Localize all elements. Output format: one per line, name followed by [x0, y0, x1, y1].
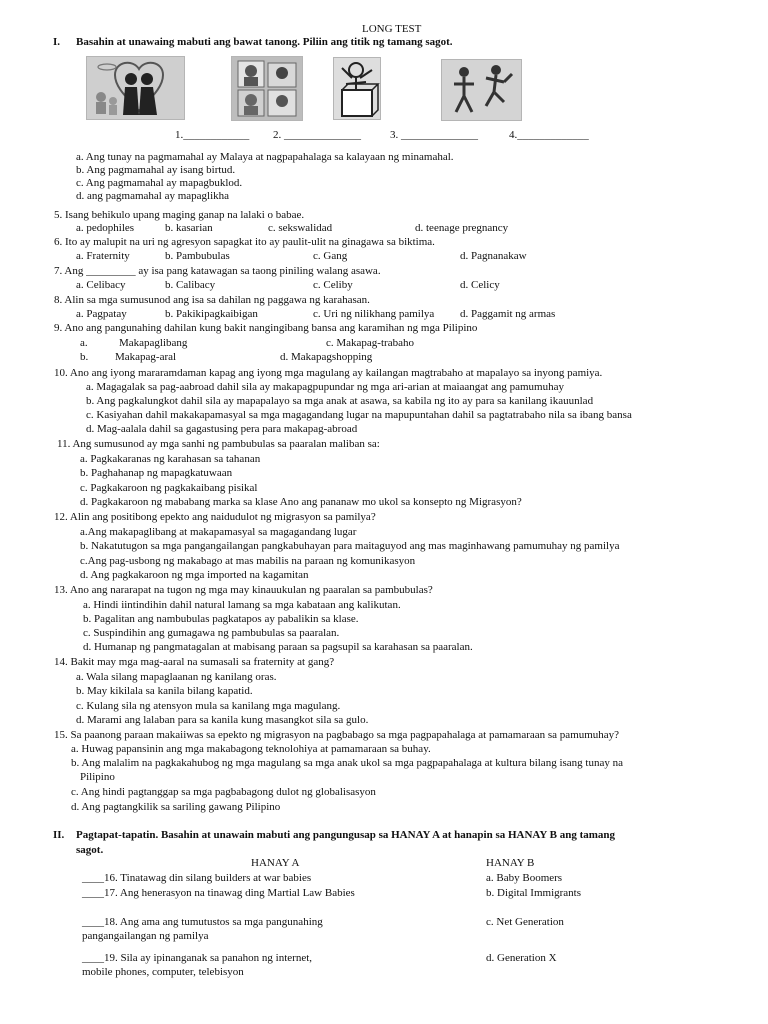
- q8-choice-d: d. Paggamit ng armas: [460, 308, 556, 320]
- q15-choice-c: c. Ang hindi pagtanggap sa mga pagbabagong dulot ng globalisasyon: [71, 786, 376, 798]
- match-choice-d: d. Generation X: [486, 952, 557, 964]
- q5-choice-d: d. teenage pregnancy: [415, 222, 509, 234]
- choice-pic-a: a. Ang tunay na pagmamahal ay Malaya at nagpapahalaga sa kalayaan ng minamahal.: [76, 151, 454, 163]
- column-b-header: HANAY B: [486, 857, 535, 869]
- q12-choice-b: b. Nakatutugon sa mga pangangailangan pangkabuhayan para maitaguyod ang mas maginhawang pamumuhay ng pamilya: [80, 540, 620, 552]
- q5-choice-b: b. kasarian: [165, 222, 213, 234]
- person-boxed-image: [333, 57, 381, 120]
- q9-stem: 9. Ano ang pangunahing dahilan kung bakit nangingibang bansa ang karamihan ng mga Pilipino: [54, 322, 478, 334]
- blank-3[interactable]: 3. ______________: [390, 129, 478, 141]
- q9-choice-b-letter: b.: [80, 351, 89, 363]
- q10-choice-b: b. Ang pagkalungkot dahil sila ay mapapalayo sa mga anak at asawa, sa kabila ng ito ay para sa kanilang ikauunlad: [86, 395, 594, 407]
- q5-choice-a: a. pedophiles: [76, 222, 135, 234]
- q5-choice-c: c. sekswalidad: [268, 222, 333, 234]
- q13-choice-c: c. Suspindihin ang gumagawa ng pambubulas sa paaralan.: [83, 627, 340, 639]
- q13-choice-a: a. Hindi iintindihin dahil natural lamang sa mga kabataan ang kalikutan.: [83, 599, 401, 611]
- column-a-header: HANAY A: [251, 857, 300, 869]
- q13-stem: 13. Ano ang nararapat na tugon ng mga may kinauukulan ng paaralan sa pambubulas?: [54, 584, 433, 596]
- q6-choice-b: b. Pambubulas: [165, 250, 230, 262]
- q11-choice-c: c. Pagkakaroon ng pagkakaibang pisikal: [80, 482, 258, 494]
- blank-4[interactable]: 4._____________: [509, 129, 589, 141]
- match-item-18: ____18. Ang ama ang tumutustos sa mga pangunahing: [82, 916, 323, 928]
- match-item-17: ____17. Ang henerasyon na tinawag ding Martial Law Babies: [82, 887, 355, 899]
- q10-choice-d: d. Mag-aalala dahil sa gagastusing pera para makapag-abroad: [86, 423, 358, 435]
- q15-choice-b-cont: Pilipino: [80, 771, 115, 783]
- q14-choice-b: b. May kikilala sa kanila bilang kapatid.: [76, 685, 253, 697]
- q9-choice-a: Makapaglibang: [119, 337, 188, 349]
- q11-choice-b: b. Paghahanap ng mapagkatuwaan: [80, 467, 233, 479]
- q12-choice-a: a.Ang makapaglibang at makapamasyal sa magagandang lugar: [80, 526, 357, 538]
- q8-choice-b: b. Pakikipagkaibigan: [165, 308, 258, 320]
- q6-choice-c: c. Gang: [313, 250, 348, 262]
- match-choice-c: c. Net Generation: [486, 916, 564, 928]
- q8-choice-a: a. Pagpatay: [76, 308, 127, 320]
- q14-choice-a: a. Wala silang mapaglaanan ng kanilang oras.: [76, 671, 277, 683]
- q11-choice-a: a. Pagkakaranas ng karahasan sa tahanan: [80, 453, 261, 465]
- match-item-19-cont: mobile phones, computer, telebisyon: [82, 966, 244, 978]
- part2-numeral: II.: [53, 829, 65, 841]
- q8-stem: 8. Alin sa mga sumusunod ang isa sa dahilan ng paggawa ng karahasan.: [54, 294, 370, 306]
- q7-choice-d: d. Celicy: [460, 279, 500, 291]
- q15-choice-a: a. Huwag papansinin ang mga makabagong teknolohiya at pamamaraan sa buhay.: [71, 743, 431, 755]
- part1-numeral: I.: [53, 36, 61, 48]
- q10-choice-a: a. Magagalak sa pag-aabroad dahil sila ay makapagpupundar ng mga ari-arian at maiaangat ang pamumuhay: [86, 381, 565, 393]
- q11-choice-d: d. Pagkakaroon ng mababang marka sa klase Ano ang pananaw mo ukol sa konsepto ng Migrasyon?: [80, 496, 522, 508]
- couple-heart-image: [86, 56, 185, 120]
- photo-collage-image: [231, 56, 303, 121]
- q7-choice-a: a. Celibacy: [76, 279, 126, 291]
- q7-stem: 7. Ang _________ ay isa pang katawagan sa taong piniling walang asawa.: [54, 265, 381, 277]
- part2-instruction-cont: sagot.: [76, 844, 104, 856]
- q15-stem: 15. Sa paanong paraan makaiiwas sa epekto ng migrasyon na pagbabago sa mga pagpapahalaga at pamamaraan sa pamumuhay?: [54, 729, 620, 741]
- page-title: LONG TEST: [362, 23, 422, 35]
- choice-pic-c: c. Ang pagmamahal ay mapagbuklod.: [76, 177, 243, 189]
- choice-pic-d: d. ang pagmamahal ay mapaglikha: [76, 190, 230, 202]
- q10-choice-c: c. Kasiyahan dahil makakapamasyal sa mga magagandang lugar na mapupuntahan dahil sa pagtatrabaho nila sa ibang bansa: [86, 409, 632, 421]
- q11-stem: 11. Ang sumusunod ay mga sanhi ng pambubulas sa paaralan maliban sa:: [57, 438, 380, 450]
- part2-instruction: Pagtapat-tapatin. Basahin at unawain mabuti ang pangungusap sa HANAY A at hanapin sa HANAY B ang tamang: [76, 829, 616, 841]
- q14-stem: 14. Bakit may mga mag-aaral na sumasali sa fraternity at gang?: [54, 656, 335, 668]
- q10-stem: 10. Ano ang iyong mararamdaman kapag ang iyong mga magulang ay kailangan magtrabaho at mapalayo sa inyong pamiya.: [54, 367, 603, 379]
- blank-2[interactable]: 2. ______________: [273, 129, 361, 141]
- q6-choice-d: d. Pagnanakaw: [460, 250, 527, 262]
- q7-choice-b: b. Calibacy: [165, 279, 216, 291]
- q8-choice-c: c. Uri ng nilikhang pamilya: [313, 308, 435, 320]
- part1-instruction: Basahin at unawaing mabuti ang bawat tanong. Piliin ang titik ng tamang sagot.: [76, 36, 453, 48]
- match-item-18-cont: pangangailangan ng pamilya: [82, 930, 209, 942]
- q9-choice-c: c. Makapag-trabaho: [326, 337, 414, 349]
- q12-choice-c: c.Ang pag-usbong ng makabago at mas mabilis na paraan ng komunikasyon: [80, 555, 416, 567]
- q14-choice-c: c. Kulang sila ng atensyon mula sa kanilang mga magulang.: [76, 700, 341, 712]
- q15-choice-d: d. Ang pagtangkilik sa sariling gawang Pilipino: [71, 801, 281, 813]
- match-choice-b: b. Digital Immigrants: [486, 887, 582, 899]
- q12-stem: 12. Alin ang positibong epekto ang naidudulot ng migrasyon sa pamilya?: [54, 511, 376, 523]
- two-people-image: [441, 59, 522, 121]
- q13-choice-d: d. Humanap ng pangmatagalan at mabisang paraan sa pagsupil sa karahasan sa paaralan.: [83, 641, 473, 653]
- q7-choice-c: c. Celiby: [313, 279, 353, 291]
- match-choice-a: a. Baby Boomers: [486, 872, 563, 884]
- q13-choice-b: b. Pagalitan ang nambubulas pagkatapos ay pabalikin sa klase.: [83, 613, 359, 625]
- choice-pic-b: b. Ang pagmamahal ay isang birtud.: [76, 164, 236, 176]
- q9-choice-d: d. Makapagshopping: [280, 351, 373, 363]
- q12-choice-d: d. Ang pagkakaroon ng mga imported na kagamitan: [80, 569, 309, 581]
- q15-choice-b: b. Ang malalim na pagkakahubog ng mga magulang sa mga anak ukol sa mga pagpapahalaga at kultura bilang isang tunay na: [71, 757, 623, 769]
- q6-stem: 6. Ito ay malupit na uri ng agresyon sapagkat ito ay paulit-ulit na ginagawa sa biktima.: [54, 236, 435, 248]
- q5-stem: 5. Isang behikulo upang maging ganap na lalaki o babae.: [54, 209, 305, 221]
- match-item-16: ____16. Tinatawag din silang builders at war babies: [82, 872, 312, 884]
- blank-1[interactable]: 1.____________: [175, 129, 250, 141]
- match-item-19: ____19. Sila ay ipinanganak sa panahon ng internet,: [82, 952, 313, 964]
- q9-choice-a-letter: a.: [80, 337, 88, 349]
- q6-choice-a: a. Fraternity: [76, 250, 130, 262]
- q9-choice-b: Makapag-aral: [115, 351, 177, 363]
- q14-choice-d: d. Marami ang lalaban para sa kanila kung masangkot sila sa gulo.: [76, 714, 369, 726]
